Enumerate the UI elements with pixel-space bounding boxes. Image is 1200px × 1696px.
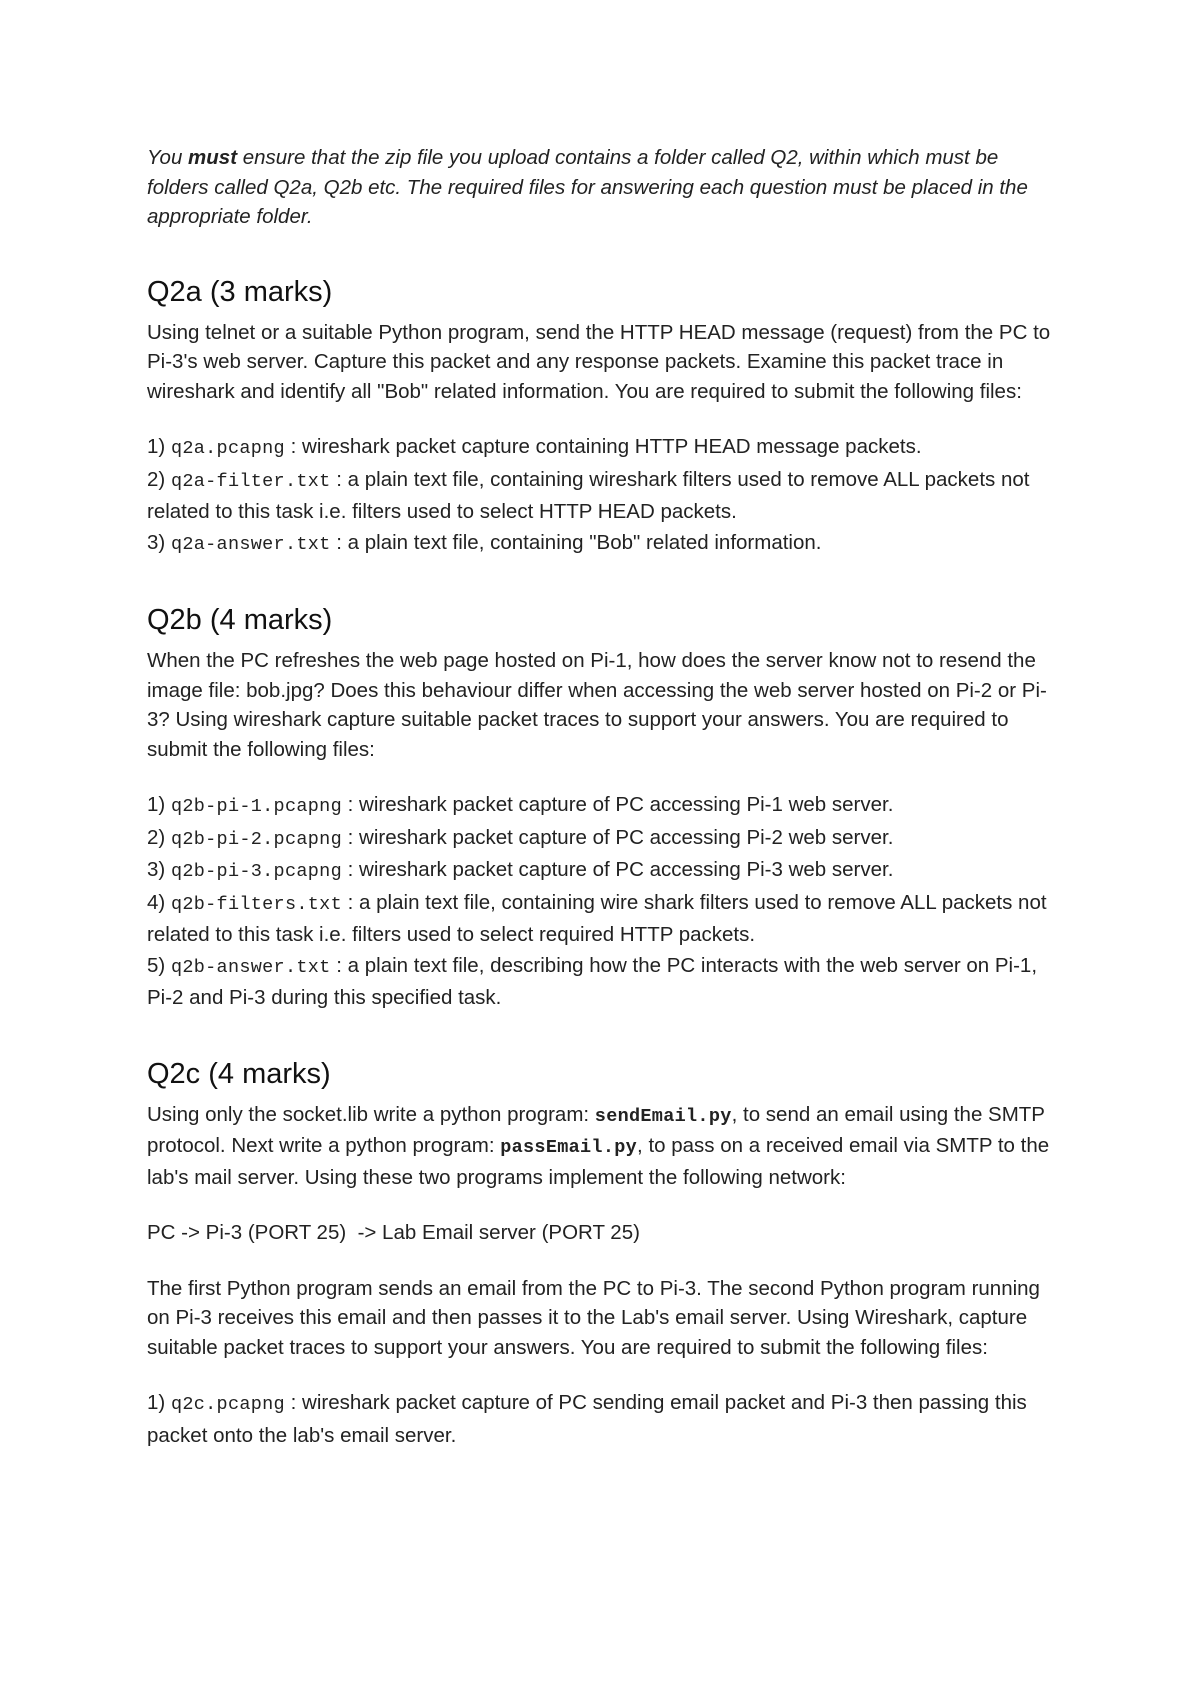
file-name: q2b-pi-1.pcapng	[170, 796, 342, 817]
list-item	[147, 465, 1062, 528]
q2c-text-a: Using only the socket.lib write a python program:	[147, 1102, 595, 1126]
q2c-paragraph-1	[147, 1100, 1062, 1193]
file-name: q2b-filters.txt	[170, 893, 342, 915]
item-description: : a plain text file, containing wire shark filters used to remove ALL packets not related to this task i.e. filters used to select required HTTP packets.	[147, 890, 1047, 946]
q2b-file-list	[147, 790, 1062, 1014]
item-description: : a plain text file, describing how the PC interacts with the web server on Pi-1, Pi-2 and Pi-3 during this specified task.	[147, 953, 1038, 1009]
item-number: 3)	[147, 530, 171, 554]
item-description: : wireshark packet capture containing HTTP HEAD message packets.	[284, 435, 922, 458]
send-email-filename: sendEmail.py	[594, 1105, 732, 1127]
q2b-heading: Q2b (4 marks)	[147, 604, 333, 636]
file-name: q2b-answer.txt	[170, 956, 331, 978]
q2a-file-list	[147, 432, 1062, 560]
file-name: q2a-filter.txt	[170, 470, 331, 492]
file-name: q2b-pi-2.pcapng	[170, 828, 342, 850]
list-item	[147, 888, 1062, 951]
item-number: 2)	[147, 467, 171, 491]
item-number: 1)	[147, 793, 171, 816]
item-number: 4)	[147, 890, 171, 914]
file-name: q2b-pi-3.pcapng	[170, 861, 342, 882]
item-number: 1)	[147, 435, 171, 458]
q2b-paragraph: When the PC refreshes the web page hosted on Pi-1, how does the server know not to resend the image file: bob.jpg? Does this behaviour differ when accessing the web server hosted on Pi-2 or Pi-3? Using wireshark capture suitable packet traces to support your answers. You are required to submit the following files:	[147, 649, 1047, 761]
list-item	[147, 1388, 1062, 1451]
list-item	[147, 951, 1062, 1014]
intro-emphasis: must	[188, 146, 238, 169]
q2c-heading: Q2c (4 marks)	[147, 1057, 331, 1090]
item-description: : wireshark packet capture of PC sending email packet and Pi-3 then passing this packet onto the lab's email server.	[147, 1391, 1027, 1447]
intro-post: ensure that the zip file you upload contains a folder called Q2, within which must be folders called Q2a, Q2b etc. The required files for answering each question must be placed in the appropriate folder.	[147, 146, 1028, 228]
q2c-paragraph-2: The first Python program sends an email from the PC to Pi-3. The second Python program running on Pi-3 receives this email and then passes it to the Lab's email server. Using Wireshark, capture suitable packet traces to support your answers. You are required to submit the following files:	[147, 1276, 1040, 1359]
list-item	[147, 528, 1062, 561]
item-description: : wireshark packet capture of PC accessing Pi-2 web server.	[341, 825, 894, 849]
q2c-network-line: PC -> Pi-3 (PORT 25) -> Lab Email server (PORT 25)	[147, 1221, 640, 1244]
list-item	[147, 823, 1062, 856]
q2c-text-c: , to pass on a received email via SMTP to the lab's mail server. Using these two programs implement the following network:	[147, 1134, 1050, 1189]
list-item	[147, 432, 1062, 465]
intro-paragraph	[147, 143, 1062, 232]
list-item	[147, 855, 1062, 888]
q2a-heading: Q2a (3 marks)	[147, 275, 333, 308]
intro-pre: You	[147, 146, 189, 169]
item-description: : wireshark packet capture of PC accessing Pi-1 web server.	[341, 793, 894, 816]
q2c-file-list	[147, 1388, 1062, 1451]
q2a-paragraph: Using telnet or a suitable Python program, send the HTTP HEAD message (request) from the PC to Pi-3's web server. Capture this packet and any response packets. Examine this packet trace in wireshark and identify all "Bob" related information. You are required to submit the following files:	[147, 320, 1051, 403]
file-name: q2c.pcapng	[170, 1394, 285, 1415]
pass-email-filename: passEmail.py	[500, 1137, 638, 1158]
document-content	[147, 143, 1062, 1451]
item-description: : a plain text file, containing "Bob" related information.	[330, 530, 822, 554]
item-number: 3)	[147, 858, 171, 881]
item-description: : a plain text file, containing wireshark filters used to remove ALL packets not related to this task i.e. filters used to select HTTP HEAD packets.	[147, 467, 1030, 523]
file-name: q2a.pcapng	[170, 438, 285, 459]
item-number: 1)	[147, 1391, 171, 1414]
item-number: 5)	[147, 953, 171, 977]
item-number: 2)	[147, 825, 171, 849]
list-item	[147, 790, 1062, 823]
item-description: : wireshark packet capture of PC accessing Pi-3 web server.	[341, 858, 894, 881]
q2c-text-b: , to send an email using the SMTP protocol. Next write a python program:	[147, 1102, 1045, 1157]
file-name: q2a-answer.txt	[170, 533, 331, 555]
